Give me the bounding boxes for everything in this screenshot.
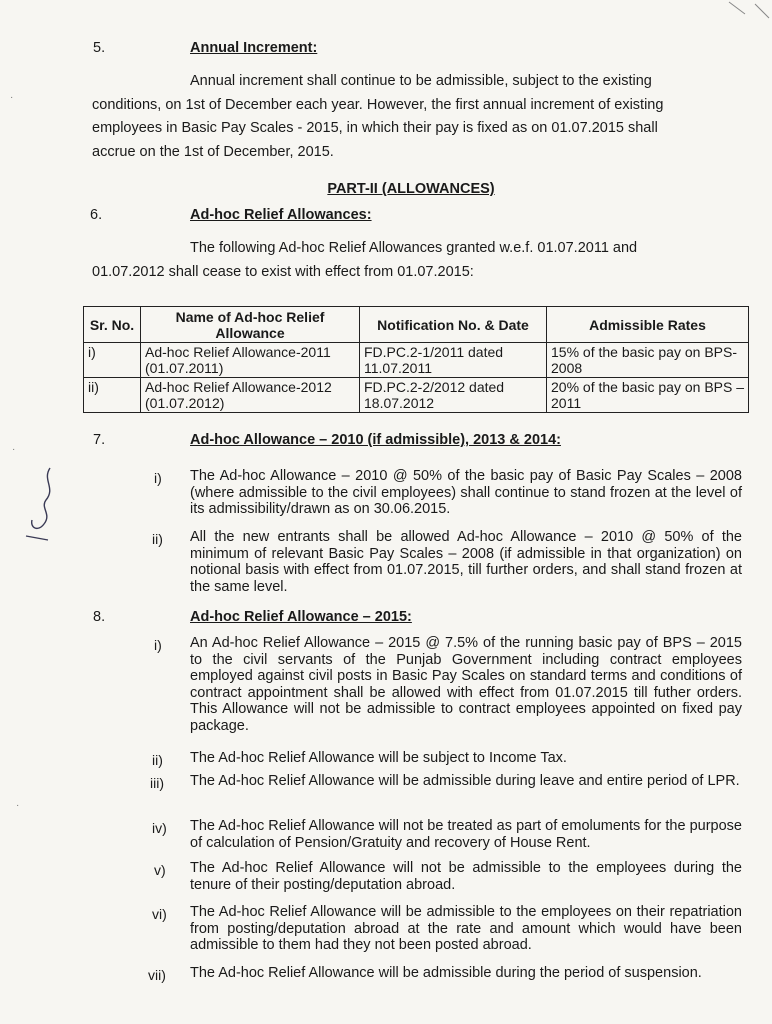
table-cell: i)	[84, 343, 141, 378]
section-5-line: conditions, on 1st of December each year. However, the first annual increment of existing	[92, 96, 664, 113]
table-header-cell: Name of Ad-hoc Relief Allowance	[141, 307, 360, 343]
section-5-paragraph	[92, 70, 742, 164]
section-8-heading: Ad-hoc Relief Allowance – 2015:	[190, 609, 412, 625]
table-row	[84, 343, 749, 378]
table-header-cell: Sr. No.	[84, 307, 141, 343]
section-8-item-label: vi)	[152, 906, 167, 922]
section-8-item-label: ii)	[152, 752, 163, 768]
section-6-paragraph	[92, 237, 742, 284]
section-5-line: accrue on the 1st of December, 2015.	[92, 143, 334, 160]
section-6-line: 01.07.2012 shall cease to exist with effect from 01.07.2015:	[92, 263, 474, 280]
scan-speck-icon: ·	[10, 92, 14, 103]
table-cell: Ad-hoc Relief Allowance-2012 (01.07.2012)	[141, 378, 360, 413]
table-cell: 20% of the basic pay on BPS – 2011	[547, 378, 749, 413]
section-7-heading: Ad-hoc Allowance – 2010 (if admissible), 2013 & 2014:	[190, 432, 561, 448]
section-8-item-text: The Ad-hoc Relief Allowance will not be admissible to the employees during the tenure of their posting/deputation abroad.	[190, 860, 742, 893]
table-row	[84, 378, 749, 413]
table-cell: ii)	[84, 378, 141, 413]
section-5-number: 5.	[93, 40, 106, 56]
table-header-cell: Notification No. & Date	[360, 307, 547, 343]
section-6-number: 6.	[90, 207, 103, 223]
section-8-item-text: The Ad-hoc Relief Allowance will be admissible during leave and entire period of LPR.	[190, 773, 740, 789]
section-8-item-label: iv)	[152, 820, 167, 836]
section-8-item-text: The Ad-hoc Relief Allowance will be subject to Income Tax.	[190, 750, 567, 766]
table-cell: Ad-hoc Relief Allowance-2011 (01.07.2011)	[141, 343, 360, 378]
table-cell: FD.PC.2-2/2012 dated 18.07.2012	[360, 378, 547, 413]
section-8-item-text: The Ad-hoc Relief Allowance will be admissible during the period of suspension.	[190, 965, 702, 981]
allowances-table	[83, 306, 749, 413]
section-8-item-text: The Ad-hoc Relief Allowance will be admissible to the employees on their repatriation from posting/deputation abroad at the rate and amount which would have been admissible to them had they not been posted abroad.	[190, 904, 742, 953]
section-8-item-label: vii)	[148, 967, 166, 983]
scan-speck-icon: ·	[16, 800, 20, 811]
section-5-line: Annual increment shall continue to be admissible, subject to the existing	[190, 73, 652, 89]
section-7-number: 7.	[93, 432, 106, 448]
section-5-heading: Annual Increment:	[190, 40, 318, 56]
handwritten-margin-note-icon	[22, 462, 62, 542]
section-8-item-text: An Ad-hoc Relief Allowance – 2015 @ 7.5% of the running basic pay of BPS – 2015 to the civil servants of the Punjab Government including contract employees employed against civil posts in Basic Pay Scales on standard terms and conditions of contract appointment shall be allowed with effect from 01.07.2015 till futher orders. This Allowance will not be admissible to contract employees appointed on fixed pay package.	[190, 635, 742, 734]
table-header-cell: Admissible Rates	[547, 307, 749, 343]
section-6-heading: Ad-hoc Relief Allowances:	[190, 207, 372, 223]
section-8-item-text: The Ad-hoc Relief Allowance will not be treated as part of emoluments for the purpose of calculation of Pension/Gratuity and recovery of House Rent.	[190, 818, 742, 851]
scan-speck-icon: ·	[12, 444, 16, 455]
scan-mark-icon	[725, 0, 772, 20]
section-8-number: 8.	[93, 609, 106, 625]
table-cell: 15% of the basic pay on BPS-2008	[547, 343, 749, 378]
section-7-item-text: All the new entrants shall be allowed Ad-hoc Allowance – 2010 @ 50% of the minimum of relevant Basic Pay Scales – 2008 (if admissible in that organization) on notional basis with effect from 01.07.2015, till further orders, and shall stand frozen at the same level.	[190, 529, 742, 595]
table-cell: FD.PC.2-1/2011 dated 11.07.2011	[360, 343, 547, 378]
part-2-heading: PART-II (ALLOWANCES)	[327, 181, 495, 197]
section-8-item-label: iii)	[150, 775, 164, 791]
section-5-line: employees in Basic Pay Scales - 2015, in which their pay is fixed as on 01.07.2015 shall	[92, 120, 658, 136]
section-7-item-label: i)	[154, 470, 162, 486]
section-7-item-label: ii)	[152, 531, 163, 547]
section-8-item-label: i)	[154, 637, 162, 653]
section-8-item-label: v)	[154, 862, 166, 878]
table-header-row	[84, 307, 749, 343]
section-6-line: The following Ad-hoc Relief Allowances granted w.e.f. 01.07.2011 and	[190, 240, 638, 256]
section-7-item-text: The Ad-hoc Allowance – 2010 @ 50% of the basic pay of Basic Pay Scales – 2008 (where admissible to the civil employees) shall continue to stand frozen at the level of its admissibility/drawn as on 30.06.2015.	[190, 468, 742, 517]
